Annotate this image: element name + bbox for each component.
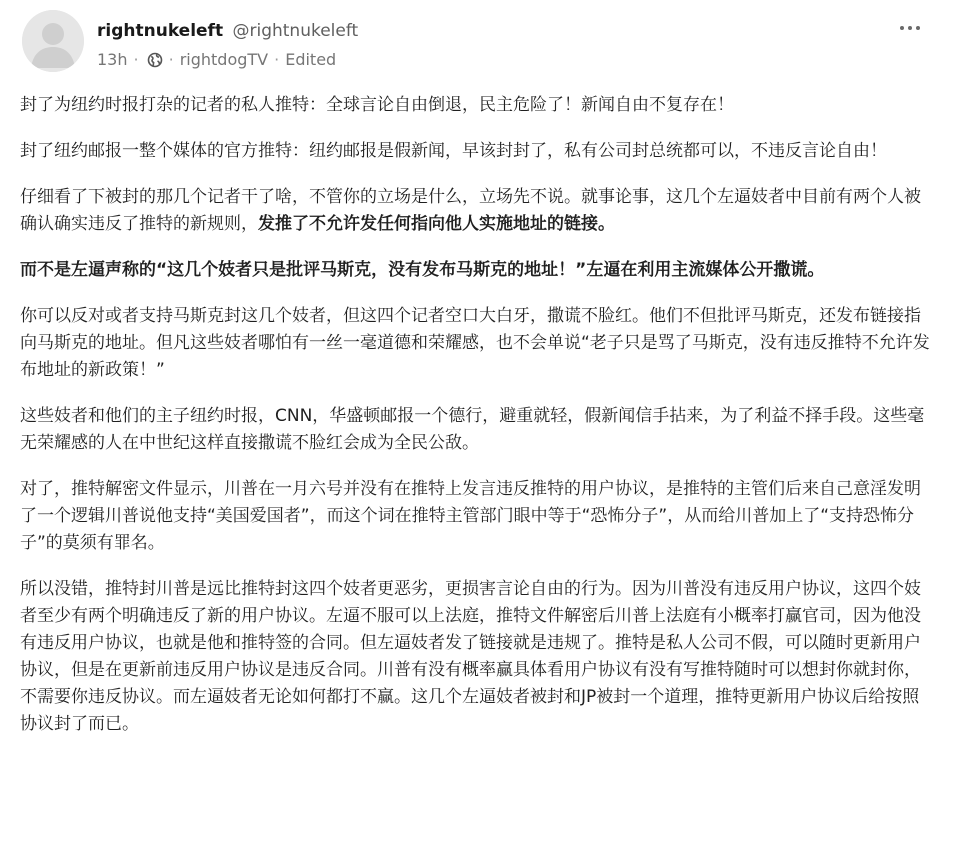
paragraph-1-text: 封了为纽约时报打杂的记者的私人推特：全球言论自由倒退，民主危险了！新闻自由不复存在！ (20, 95, 734, 115)
paragraph-3-bold: 发推了不允许发任何指向他人实施地址的链接。 (258, 214, 615, 234)
paragraph-6 (20, 403, 932, 457)
paragraph-6-text: 这些妓者和他们的主子纽约时报，CNN，华盛顿邮报一个德行，避重就轻，假新闻信手拈来，为了利益不择手段。这些毫无荣耀感的人在中世纪这样直接撒谎不脸红会成为全民公敌。 (20, 406, 925, 453)
post-timestamp[interactable]: 13h (97, 50, 128, 69)
post-meta (97, 50, 336, 70)
meta-separator: · (133, 50, 139, 69)
paragraph-8-text: 所以没错，推特封川普是远比推特封这四个妓者更恶劣，更损害言论自由的行为。因为川普没有违反用户协议，这四个妓者至少有两个明确违反了新的用户协议。左逼不服可以上法庭，推特文件解密后川普上法庭有小概率打赢官司，因为他没有违反用户协议，也就是他和推特签的合同。但左逼妓者发了链接就是违规了。推特是私人公司不假，可以随时更新用户协议，但是在更新前违反用户协议是违反合同。川普有没有概率赢具体看用户协议有没有写推特随时可以想封你就封你，不需要你违反协议。而左逼妓者无论如何都打不赢。这几个左逼妓者被封和JP被封一个道理，推特更新用户协议后给按照协议封了而已。 (20, 579, 921, 734)
paragraph-7 (20, 476, 932, 557)
paragraph-5 (20, 303, 932, 384)
page-name[interactable]: rightdogTV (179, 50, 269, 69)
paragraph-8 (20, 576, 932, 738)
default-avatar-icon[interactable] (22, 10, 84, 72)
paragraph-3 (20, 184, 932, 238)
paragraph-2 (20, 138, 932, 165)
paragraph-5-text: 你可以反对或者支持马斯克封这几个妓者，但这四个记者空口大白牙，撒谎不脸红。他们不但批评马斯克，还发布链接指向马斯克的地址。但凡这些妓者哪怕有一丝一毫道德和荣耀感，也不会单说“老子只是骂了马斯克，没有违反推特不允许发布地址的新政策！” (20, 306, 930, 380)
author-display-name[interactable]: rightnukeleft (97, 21, 224, 41)
edited-label[interactable]: Edited (285, 50, 337, 69)
post-header (20, 10, 934, 80)
meta-separator-3: · (274, 50, 280, 69)
globe-icon (147, 52, 163, 68)
paragraph-1 (20, 92, 932, 119)
paragraph-2-text: 封了纽约邮报一整个媒体的官方推特：纽约邮报是假新闻，早该封封了，私有公司封总统都可以，不违反言论自由！ (20, 141, 887, 161)
paragraph-4-bold: 而不是左逼声称的“这几个妓者只是批评马斯克，没有发布马斯克的地址！”左逼在利用主流媒体公开撒谎。 (20, 260, 825, 280)
paragraph-7-text: 对了，推特解密文件显示，川普在一月六号并没有在推特上发言违反推特的用户协议，是推特的主管们后来自己意淫发明了一个逻辑川普说他支持“美国爱国者”，而这个词在推特主管部门眼中等于“恐怖分子”，从而给川普加上了“支持恐怖分子”的莫须有罪名。 (20, 479, 921, 553)
post-body (20, 92, 932, 738)
meta-separator-2: · (168, 50, 174, 69)
author-handle[interactable]: @rightnukeleft (232, 21, 359, 41)
paragraph-3-text: 仔细看了下被封的那几个记者干了啥，不管你的立场是什么，立场先不说。就事论事，这几个左逼妓者中目前有两个人被确认确实违反了推特的新规则， (20, 187, 921, 234)
more-options-icon[interactable] (896, 14, 924, 42)
paragraph-4 (20, 257, 932, 284)
author-row (97, 20, 358, 42)
